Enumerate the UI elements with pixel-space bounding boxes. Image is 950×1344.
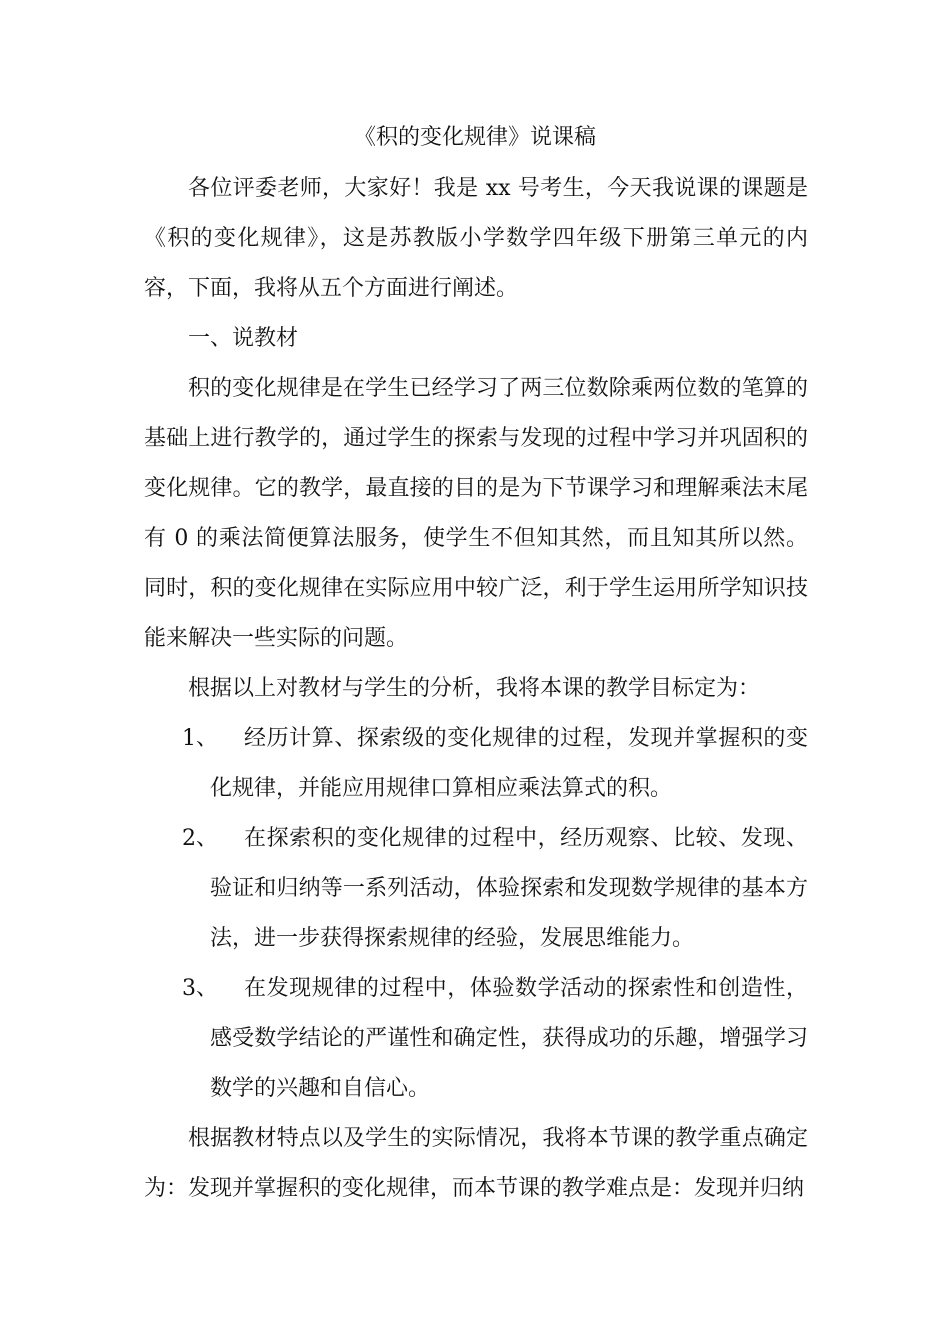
closing-paragraph: 根据教材特点以及学生的实际情况，我将本节课的教学重点确定为：发现并掌握积的变化规律，而本节课的教学难点是：发现并归纳 [144,1126,808,1201]
textbook-paragraph: 积的变化规律是在学生已经学习了两三位数除乘两位数的笔算的基础上进行教学的，通过学生的探索与发现的过程中学习并巩固积的变化规律。它的教学，最直接的目的是为下节课学习和理解乘法末尾有 0 的乘法简便算法服务，使学生不但知其然，而且知其所以然。同时，积的变化规律在实际应用中较广泛，利于学生运用所学知识技能来解决一些实际的问题。 [144,376,808,651]
goal-text: 在发现规律的过程中，体验数学活动的探索性和创造性，感受数学结论的严谨性和确定性，获得成功的乐趣，增强学习数学的兴趣和自信心。 [210,976,808,1101]
intro-paragraph: 各位评委老师，大家好！我是 xx 号考生，今天我说课的课题是《积的变化规律》，这是苏教版小学数学四年级下册第三单元的内容，下面，我将从五个方面进行阐述。 [144,176,808,301]
section-heading-textbook: 一、说教材 [188,326,299,351]
goals-intro-paragraph: 根据以上对教材与学生的分析，我将本课的教学目标定为： [188,676,761,701]
goal-number: 2、 [182,826,218,851]
goal-item-1 [144,714,808,814]
document-body [144,164,808,1214]
goal-number: 1、 [182,726,218,751]
goal-item-3 [144,964,808,1114]
goal-text: 在探索积的变化规律的过程中，经历观察、比较、发现、验证和归纳等一系列活动，体验探索和发现数学规律的基本方法，进一步获得探索规律的经验，发展思维能力。 [210,826,808,951]
goal-text: 经历计算、探索级的变化规律的过程，发现并掌握积的变化规律，并能应用规律口算相应乘法算式的积。 [210,726,808,801]
goal-number: 3、 [182,976,218,1001]
document-title: 《积的变化规律》说课稿 [353,125,596,150]
goal-item-2 [144,814,808,964]
